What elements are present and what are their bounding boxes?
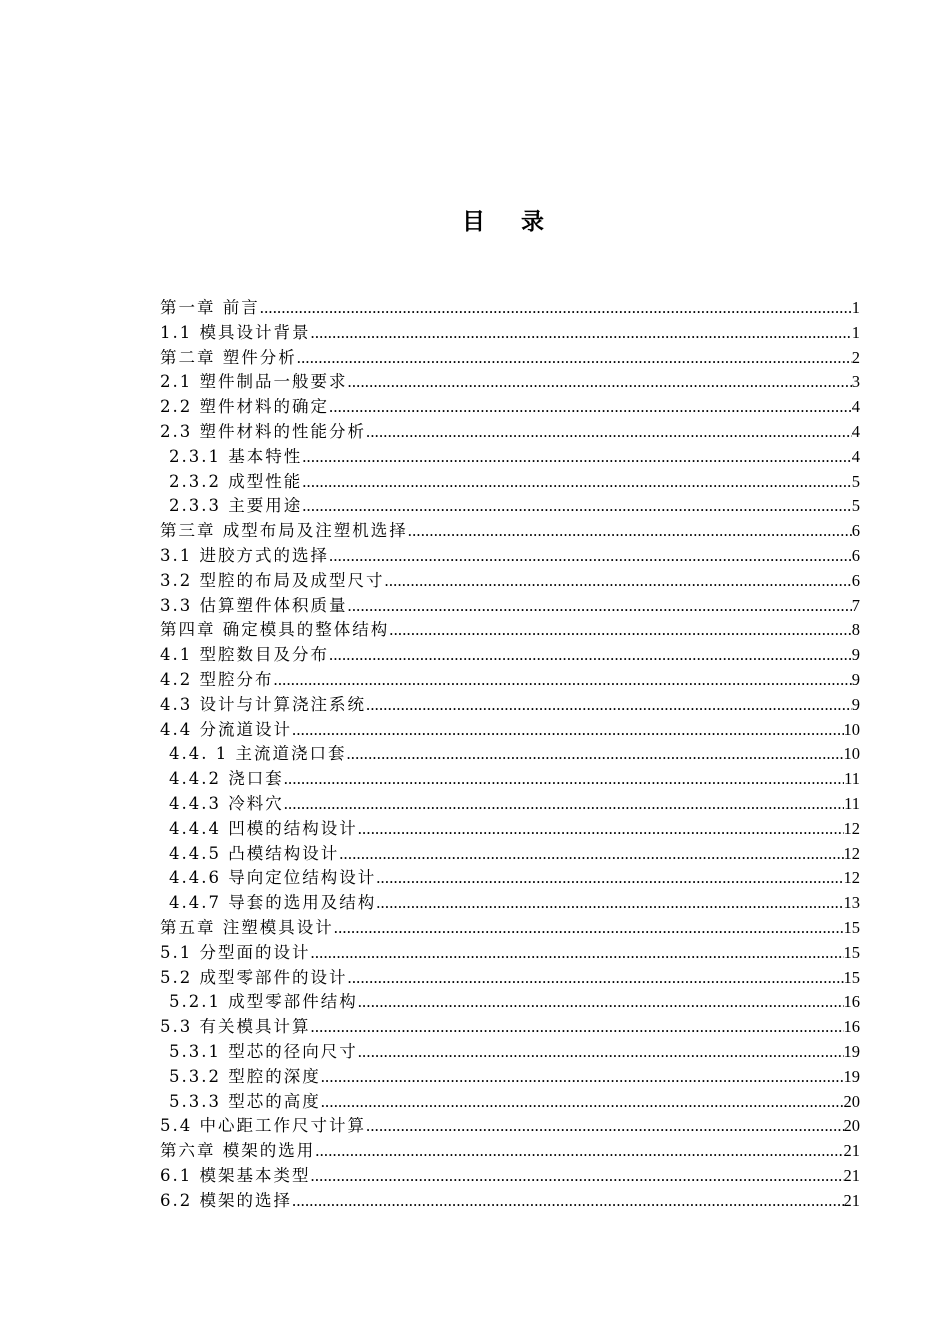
toc-dot-leader bbox=[366, 693, 852, 718]
toc-entry-page-number: 6 bbox=[851, 545, 860, 565]
toc-entry[interactable] bbox=[160, 569, 860, 594]
toc-dot-leader bbox=[297, 346, 852, 371]
toc-entry[interactable] bbox=[160, 742, 860, 767]
toc-entry[interactable] bbox=[160, 594, 860, 619]
toc-entry[interactable] bbox=[160, 1114, 860, 1139]
toc-dot-leader bbox=[315, 1139, 843, 1164]
toc-entry-label: 6.2 模架的选择 bbox=[160, 1190, 292, 1210]
toc-entry[interactable] bbox=[160, 296, 860, 321]
toc-entry-label: 5.3.3 型芯的高度 bbox=[169, 1091, 321, 1111]
toc-entry-page-number: 9 bbox=[851, 669, 860, 689]
toc-entry[interactable] bbox=[160, 643, 860, 668]
toc-entry[interactable] bbox=[160, 693, 860, 718]
toc-entry-label: 4.4.7 导套的选用及结构 bbox=[169, 893, 377, 913]
toc-entry-label: 4.4.4 凹模的结构设计 bbox=[169, 818, 358, 838]
toc-entry-page-number: 16 bbox=[843, 1017, 860, 1037]
toc-entry-label: 5.3 有关模具计算 bbox=[160, 1017, 311, 1037]
toc-entry-label: 5.3.2 型腔的深度 bbox=[169, 1066, 321, 1086]
toc-entry-page-number: 19 bbox=[843, 1066, 860, 1086]
toc-entry-label: 4.2 型腔分布 bbox=[160, 669, 274, 689]
toc-entry[interactable] bbox=[160, 445, 860, 470]
toc-entry-page-number: 1 bbox=[851, 322, 860, 342]
toc-entry-page-number: 6 bbox=[851, 521, 860, 541]
toc-entry-label: 3.1 进胶方式的选择 bbox=[160, 545, 329, 565]
toc-dot-leader bbox=[376, 891, 843, 916]
toc-entry-label: 4.4 分流道设计 bbox=[160, 719, 292, 739]
toc-entry-label: 1.1 模具设计背景 bbox=[160, 322, 311, 342]
toc-entry[interactable] bbox=[160, 718, 860, 743]
toc-dot-leader bbox=[274, 668, 852, 693]
toc-entry-label: 第三章 成型布局及注塑机选择 bbox=[160, 521, 408, 541]
toc-entry[interactable] bbox=[160, 618, 860, 643]
toc-dot-leader bbox=[260, 296, 852, 321]
toc-entry-label: 2.3 塑件材料的性能分析 bbox=[160, 421, 366, 441]
toc-entry[interactable] bbox=[160, 866, 860, 891]
toc-entry[interactable] bbox=[160, 668, 860, 693]
toc-entry-label: 4.4.6 导向定位结构设计 bbox=[169, 868, 377, 888]
toc-dot-leader bbox=[292, 718, 844, 743]
toc-entry-page-number: 12 bbox=[843, 843, 860, 863]
toc-dot-leader bbox=[366, 1114, 844, 1139]
toc-entry-label: 5.3.1 型芯的径向尺寸 bbox=[169, 1041, 358, 1061]
toc-entry-page-number: 11 bbox=[844, 793, 860, 813]
toc-entry-page-number: 3 bbox=[851, 372, 860, 392]
toc-entry-page-number: 1 bbox=[851, 298, 860, 317]
toc-entry-label: 第五章 注塑模具设计 bbox=[160, 917, 334, 937]
toc-entry-page-number: 15 bbox=[843, 942, 860, 962]
toc-dot-leader bbox=[385, 569, 852, 594]
toc-entry[interactable] bbox=[160, 544, 860, 569]
toc-dot-leader bbox=[346, 742, 843, 767]
toc-entry-label: 2.3.1 基本特性 bbox=[169, 446, 303, 466]
toc-entry[interactable] bbox=[160, 470, 860, 495]
toc-dot-leader bbox=[284, 767, 844, 792]
toc-entry-page-number: 10 bbox=[843, 744, 860, 764]
toc-entry-page-number: 20 bbox=[843, 1091, 860, 1111]
toc-entry[interactable] bbox=[160, 966, 860, 991]
toc-dot-leader bbox=[302, 494, 852, 519]
toc-entry-page-number: 21 bbox=[843, 1165, 860, 1185]
toc-entry-label: 2.3.3 主要用途 bbox=[169, 496, 303, 516]
toc-entry-label: 4.1 型腔数目及分布 bbox=[160, 645, 329, 665]
toc-dot-leader bbox=[339, 842, 843, 867]
toc-dot-leader bbox=[329, 643, 852, 668]
toc-entry-label: 第六章 模架的选用 bbox=[160, 1141, 316, 1161]
toc-entry[interactable] bbox=[160, 941, 860, 966]
toc-entry[interactable] bbox=[160, 420, 860, 445]
toc-dot-leader bbox=[348, 370, 852, 395]
toc-entry-page-number: 12 bbox=[843, 868, 860, 888]
toc-entry[interactable] bbox=[160, 1139, 860, 1164]
toc-dot-leader bbox=[302, 445, 852, 470]
toc-entry-label: 3.3 估算塑件体积质量 bbox=[160, 595, 348, 615]
toc-entry-label: 5.2 成型零部件的设计 bbox=[160, 967, 348, 987]
toc-entry-page-number: 13 bbox=[843, 893, 860, 913]
toc-dot-leader bbox=[408, 519, 852, 544]
toc-entry-page-number: 11 bbox=[844, 769, 860, 789]
toc-entry-page-number: 9 bbox=[851, 645, 860, 665]
toc-entry-page-number: 6 bbox=[851, 570, 860, 590]
toc-entry[interactable] bbox=[160, 346, 860, 371]
toc-entry-page-number: 15 bbox=[843, 967, 860, 987]
toc-entry[interactable] bbox=[160, 1040, 860, 1065]
toc-dot-leader bbox=[302, 470, 852, 495]
toc-entry-label: 5.4 中心距工作尺寸计算 bbox=[160, 1116, 366, 1136]
toc-entry-page-number: 4 bbox=[851, 446, 860, 466]
toc-entry-page-number: 5 bbox=[851, 496, 860, 516]
toc-entry-page-number: 21 bbox=[843, 1141, 860, 1161]
toc-entry-page-number: 19 bbox=[843, 1041, 860, 1061]
toc-dot-leader bbox=[311, 321, 852, 346]
toc-dot-leader bbox=[311, 1015, 844, 1040]
toc-entry-label: 4.4.5 凸模结构设计 bbox=[169, 843, 340, 863]
toc-entry[interactable] bbox=[160, 792, 860, 817]
toc-entry-page-number: 15 bbox=[843, 917, 860, 937]
toc-entry-page-number: 10 bbox=[843, 719, 860, 739]
toc-entry[interactable] bbox=[160, 842, 860, 867]
toc-entry[interactable] bbox=[160, 519, 860, 544]
toc-dot-leader bbox=[292, 1189, 844, 1214]
toc-entry[interactable] bbox=[160, 494, 860, 519]
toc-entry[interactable] bbox=[160, 321, 860, 346]
toc-dot-leader bbox=[329, 544, 852, 569]
toc-entry[interactable] bbox=[160, 817, 860, 842]
toc-dot-leader bbox=[366, 420, 852, 445]
table-of-contents bbox=[160, 296, 860, 1213]
toc-entry-label: 4.3 设计与计算浇注系统 bbox=[160, 694, 366, 714]
toc-entry-page-number: 16 bbox=[843, 992, 860, 1012]
toc-entry-page-number: 12 bbox=[843, 818, 860, 838]
toc-dot-leader bbox=[329, 395, 852, 420]
toc-entry[interactable] bbox=[160, 891, 860, 916]
toc-dot-leader bbox=[321, 1090, 844, 1115]
toc-entry-page-number: 4 bbox=[851, 397, 860, 417]
toc-entry-page-number: 21 bbox=[843, 1190, 860, 1210]
toc-dot-leader bbox=[348, 594, 852, 619]
toc-entry-label: 2.1 塑件制品一般要求 bbox=[160, 372, 348, 392]
toc-entry-page-number: 9 bbox=[851, 694, 860, 714]
toc-entry[interactable] bbox=[160, 1015, 860, 1040]
toc-dot-leader bbox=[334, 916, 844, 941]
toc-dot-leader bbox=[311, 941, 844, 966]
toc-entry-page-number: 7 bbox=[851, 595, 860, 615]
toc-dot-leader bbox=[376, 866, 843, 891]
toc-entry[interactable] bbox=[160, 1164, 860, 1189]
toc-dot-leader bbox=[358, 990, 844, 1015]
toc-entry-label: 第二章 塑件分析 bbox=[160, 347, 297, 367]
toc-dot-leader bbox=[348, 966, 844, 991]
toc-entry-label: 2.2 塑件材料的确定 bbox=[160, 397, 329, 417]
toc-entry[interactable] bbox=[160, 395, 860, 420]
toc-entry[interactable] bbox=[160, 916, 860, 941]
page-title: 目 录 bbox=[461, 209, 558, 235]
toc-dot-leader bbox=[321, 1065, 844, 1090]
toc-entry-page-number: 8 bbox=[851, 620, 860, 640]
toc-entry-label: 3.2 型腔的布局及成型尺寸 bbox=[160, 570, 385, 590]
toc-dot-leader bbox=[389, 618, 852, 643]
toc-dot-leader bbox=[358, 817, 844, 842]
toc-entry-label: 2.3.2 成型性能 bbox=[169, 471, 303, 491]
toc-entry-label: 第一章 前言 bbox=[160, 298, 260, 317]
toc-dot-leader bbox=[284, 792, 844, 817]
toc-entry-label: 4.4. 1 主流道浇口套 bbox=[169, 744, 347, 764]
toc-entry[interactable] bbox=[160, 1189, 860, 1214]
toc-entry-label: 5.1 分型面的设计 bbox=[160, 942, 311, 962]
toc-entry[interactable] bbox=[160, 990, 860, 1015]
toc-entry-label: 4.4.3 冷料穴 bbox=[169, 793, 284, 813]
toc-entry-page-number: 20 bbox=[843, 1116, 860, 1136]
toc-entry[interactable] bbox=[160, 370, 860, 395]
toc-entry-label: 第四章 确定模具的整体结构 bbox=[160, 620, 390, 640]
toc-entry-label: 5.2.1 成型零部件结构 bbox=[169, 992, 358, 1012]
toc-dot-leader bbox=[358, 1040, 844, 1065]
toc-entry[interactable] bbox=[160, 1065, 860, 1090]
toc-entry[interactable] bbox=[160, 1090, 860, 1115]
toc-entry-label: 6.1 模架基本类型 bbox=[160, 1165, 311, 1185]
toc-entry[interactable] bbox=[160, 767, 860, 792]
toc-entry-page-number: 2 bbox=[851, 347, 860, 367]
toc-dot-leader bbox=[311, 1164, 844, 1189]
toc-entry-page-number: 4 bbox=[851, 421, 860, 441]
toc-entry-label: 4.4.2 浇口套 bbox=[169, 769, 284, 789]
toc-entry-page-number: 5 bbox=[851, 471, 860, 491]
